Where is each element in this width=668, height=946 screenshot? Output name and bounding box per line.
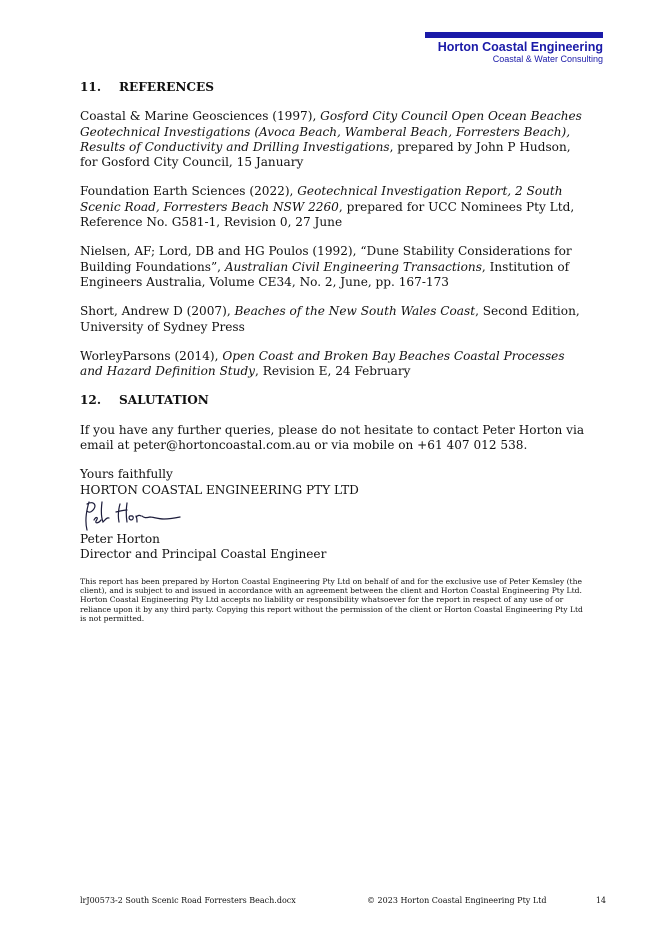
footer-filename: lrJ00573-2 South Scenic Road Forresters Beach.docx (80, 896, 296, 905)
reference-text: Foundation Earth Sciences (2022), (80, 184, 298, 199)
salutation-number: 12. (80, 393, 102, 408)
page-number: 14 (595, 896, 606, 905)
reference-title: Australian Civil Engineering Transactions (224, 259, 482, 274)
reference-title: Geotechnical Investigation Report, 2 South Scenic Road, Forresters Beach NSW 2260 (80, 184, 563, 214)
page-content (80, 80, 590, 624)
header-bar (425, 32, 603, 38)
reference-item (80, 349, 590, 380)
closing-text: Yours faithfully (80, 467, 173, 482)
footer-copyright: © 2023 Horton Coastal Engineering Pty Ltd (367, 896, 547, 905)
page-header (425, 32, 603, 65)
reference-item (80, 109, 590, 170)
signature-image (80, 498, 190, 532)
signatory-name: Peter Horton (80, 531, 160, 546)
references-title: REFERENCES (119, 80, 214, 94)
closing-company: HORTON COASTAL ENGINEERING PTY LTD (80, 482, 359, 497)
references-number: 11. (80, 80, 102, 94)
reference-text: , prepared for UCC Nominees Pty Ltd, Reference No. G581-1, Revision 0, 27 June (80, 199, 575, 230)
disclaimer-text: This report has been prepared by Horton Coastal Engineering Pty Ltd on behalf of and for the exclusive use of Peter Kemsley (the client), and is subject to and issued in accordance with an agreement between the client and Horton Coastal Engineering Pty Ltd. Horton Coastal Engineering Pty Ltd accepts no liability or responsibility whatsoever for the report in respect of any use of or reliance upon it by any third party. Copying this report without the permission of the client or Horton Coastal Engineering Pty Ltd is not permitted. (80, 576, 583, 624)
reference-item (80, 244, 590, 290)
reference-title: Open Coast and Broken Bay Beaches Coastal Processes and Hazard Definition Study (80, 348, 565, 379)
company-tagline: Coastal & Water Consulting (492, 54, 603, 64)
reference-text: Coastal & Marine Geosciences (1997), (80, 109, 321, 124)
salutation-body: If you have any further queries, please do not hesitate to contact Peter Horton via email at peter@hortoncoastal.com.au or via mobile on +61 407 012 538. (80, 422, 585, 453)
reference-item (80, 304, 590, 335)
reference-text: , Revision E, 24 February (255, 364, 411, 379)
references-heading (80, 80, 590, 95)
reference-text: , Institution of Engineers Australia, Volume CE34, No. 2, June, pp. 167-173 (80, 259, 570, 289)
reference-title: Beaches of the New South Wales Coast (234, 304, 476, 319)
reference-item (80, 184, 590, 230)
company-name: Horton Coastal Engineering (437, 40, 603, 54)
reference-text: , prepared by John P Hudson, for Gosford City Council, 15 January (80, 139, 571, 170)
reference-text: , Second Edition, University of Sydney Press (80, 304, 580, 334)
reference-title: Gosford City Council Open Ocean Beaches Geotechnical Investigations (Avoca Beach, Wamberal Beach, Forresters Beach), Results of Conductivity and Drilling Investigations (80, 109, 582, 154)
salutation-title: SALUTATION (119, 393, 209, 408)
salutation-heading (80, 393, 590, 408)
reference-text: Short, Andrew D (2007), (80, 304, 235, 319)
signatory-role: Director and Principal Coastal Engineer (80, 547, 327, 562)
reference-text: WorleyParsons (2014), (80, 348, 223, 363)
reference-text: Nielsen, AF; Lord, DB and HG Poulos (1992), “Dune Stability Considerations for Building Foundations”, (80, 244, 572, 274)
